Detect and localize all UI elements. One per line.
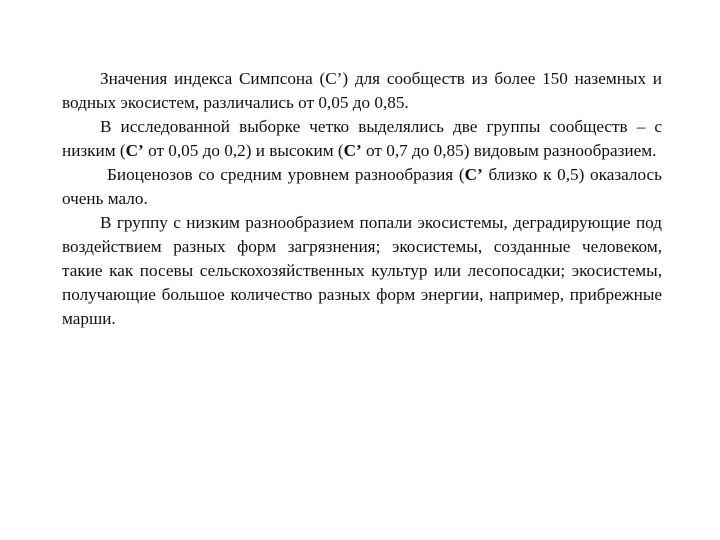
paragraph-two-groups	[62, 115, 662, 163]
paragraph-medium-diversity	[62, 163, 662, 211]
paragraph-simpson-index-range	[62, 67, 662, 115]
paragraph-2-text-a: В исследованной выборке четко выделялись две группы сообществ – с низким (	[62, 117, 662, 160]
paragraph-1-text: Значения индекса Симпсона (С’) для сообществ из более 150 наземных и водных экосистем, различались от 0,05 до 0,85.	[62, 69, 662, 112]
simpson-symbol-high: С’	[343, 141, 362, 160]
body-text	[62, 67, 662, 331]
simpson-symbol-low: С’	[125, 141, 144, 160]
paragraph-4-text: В группу с низким разнообразием попали экосистемы, деградирующие под воздействием разных форм загрязнения; экосистемы, созданные человеком, такие как посевы сельскохозяйственных культур или лесопосадки; экосистемы, получающие большое количество разных форм энергии, например, прибрежные марши.	[62, 213, 662, 328]
paragraph-2-text-b: от 0,05 до 0,2) и высоким (	[143, 141, 344, 160]
paragraph-2-text-c: от 0,7 до 0,85) видовым разнообразием.	[361, 141, 657, 160]
paragraph-low-diversity-group	[62, 211, 662, 331]
paragraph-3-text-a: Биоценозов со средним уровнем разнообразия (	[107, 165, 465, 184]
paragraph-3-text-b: близко к 0,5) оказалось очень мало.	[62, 165, 662, 208]
simpson-symbol-medium: С’	[464, 165, 483, 184]
